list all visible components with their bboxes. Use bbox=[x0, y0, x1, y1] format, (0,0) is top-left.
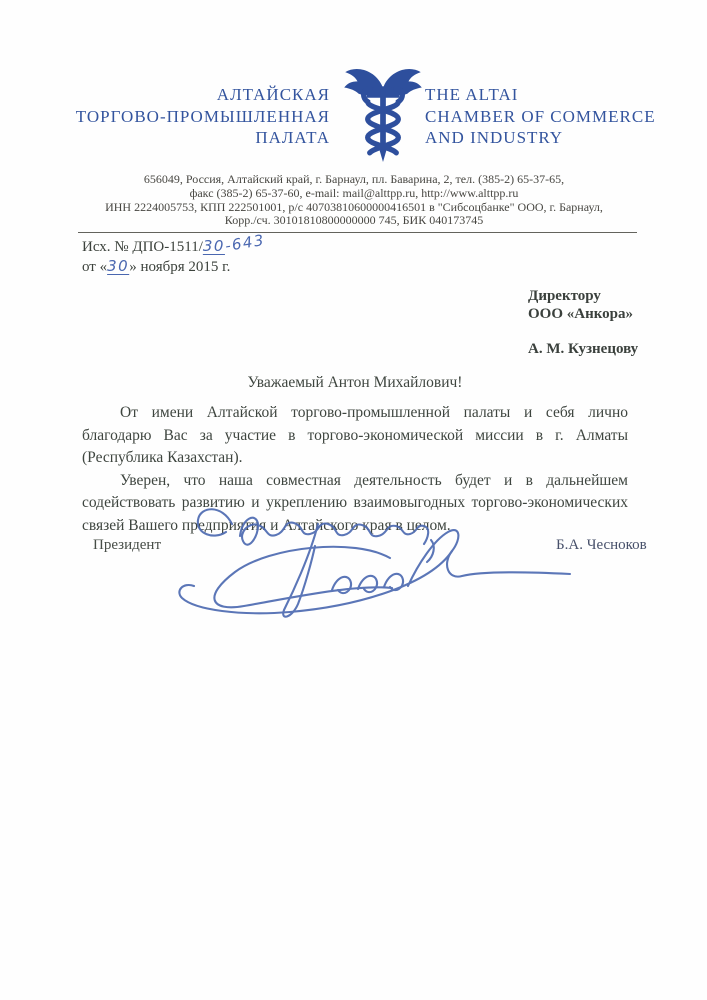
org-en-line-3: AND INDUSTRY bbox=[425, 128, 564, 147]
divider-line bbox=[78, 232, 637, 233]
outgoing-prefix: Исх. № ДПО-1511/ bbox=[82, 239, 203, 255]
recipient-name: А. М. Кузнецову bbox=[528, 341, 639, 357]
handwritten-outgoing-number: 30 bbox=[202, 237, 225, 255]
signer-name: Б.А. Чесноков bbox=[556, 537, 647, 553]
recipient-block bbox=[528, 288, 638, 359]
org-name-english bbox=[425, 84, 665, 149]
outgoing-number-line bbox=[82, 230, 267, 257]
contact-block bbox=[58, 173, 650, 228]
org-en-line-1: THE ALTAI bbox=[425, 85, 519, 104]
date-line bbox=[82, 257, 265, 277]
signer-title: Президент bbox=[93, 537, 161, 553]
date-prefix: от « bbox=[82, 259, 108, 275]
contact-line-fax-email: факс (385-2) 65-37-60, e-mail: mail@alttpp.ru, http://www.alttpp.ru bbox=[189, 185, 519, 200]
body-paragraph-2: Уверен, что наша совместная деятельность будет и в дальнейшем содействовать развитию и укреплению взаимовыгодных торгово-экономических связей Вашего предприятия и Алтайского края в целом. bbox=[82, 471, 628, 534]
caduceus-icon bbox=[342, 64, 424, 162]
salutation: Уважаемый Антон Михайлович! bbox=[247, 374, 463, 391]
org-en-line-2: CHAMBER OF COMMERCE bbox=[425, 106, 656, 126]
date-suffix: » ноября 2015 г. bbox=[129, 259, 231, 275]
contact-line-address: 656049, Россия, Алтайский край, г. Барнаул, пл. Баварина, 2, тел. (385-2) 65-37-65, bbox=[143, 172, 565, 186]
recipient-title: Директору bbox=[528, 288, 601, 304]
recipient-company: ООО «Анкора» bbox=[528, 305, 634, 322]
contact-line-corr-bik: Корр./сч. 30101810800000000 745, БИК 040173745 bbox=[224, 213, 484, 228]
org-ru-line-3: ПАЛАТА bbox=[255, 128, 330, 147]
body-paragraph-1: От имени Алтайской торгово-промышленной палаты и себя лично благодарю Вас за участие в торгово-экономической миссии в г. Алматы (Республика Казахстан). bbox=[82, 404, 628, 467]
org-name-russian bbox=[38, 84, 330, 149]
org-ru-line-1: АЛТАЙСКАЯ bbox=[216, 85, 330, 104]
org-ru-line-2: ТОРГОВО-ПРОМЫШЛЕННАЯ bbox=[75, 106, 330, 126]
contact-line-inn-account: ИНН 2224005753, КПП 222501001, р/с 40703810600000416501 в "Сибсоцбанке" ООО, г. Барнаул, bbox=[105, 199, 603, 214]
handwritten-date-day: 30 bbox=[107, 257, 130, 275]
handwritten-outgoing-number-suffix: -643 bbox=[223, 230, 267, 256]
handwritten-signature bbox=[140, 494, 600, 618]
reference-block bbox=[82, 230, 267, 277]
